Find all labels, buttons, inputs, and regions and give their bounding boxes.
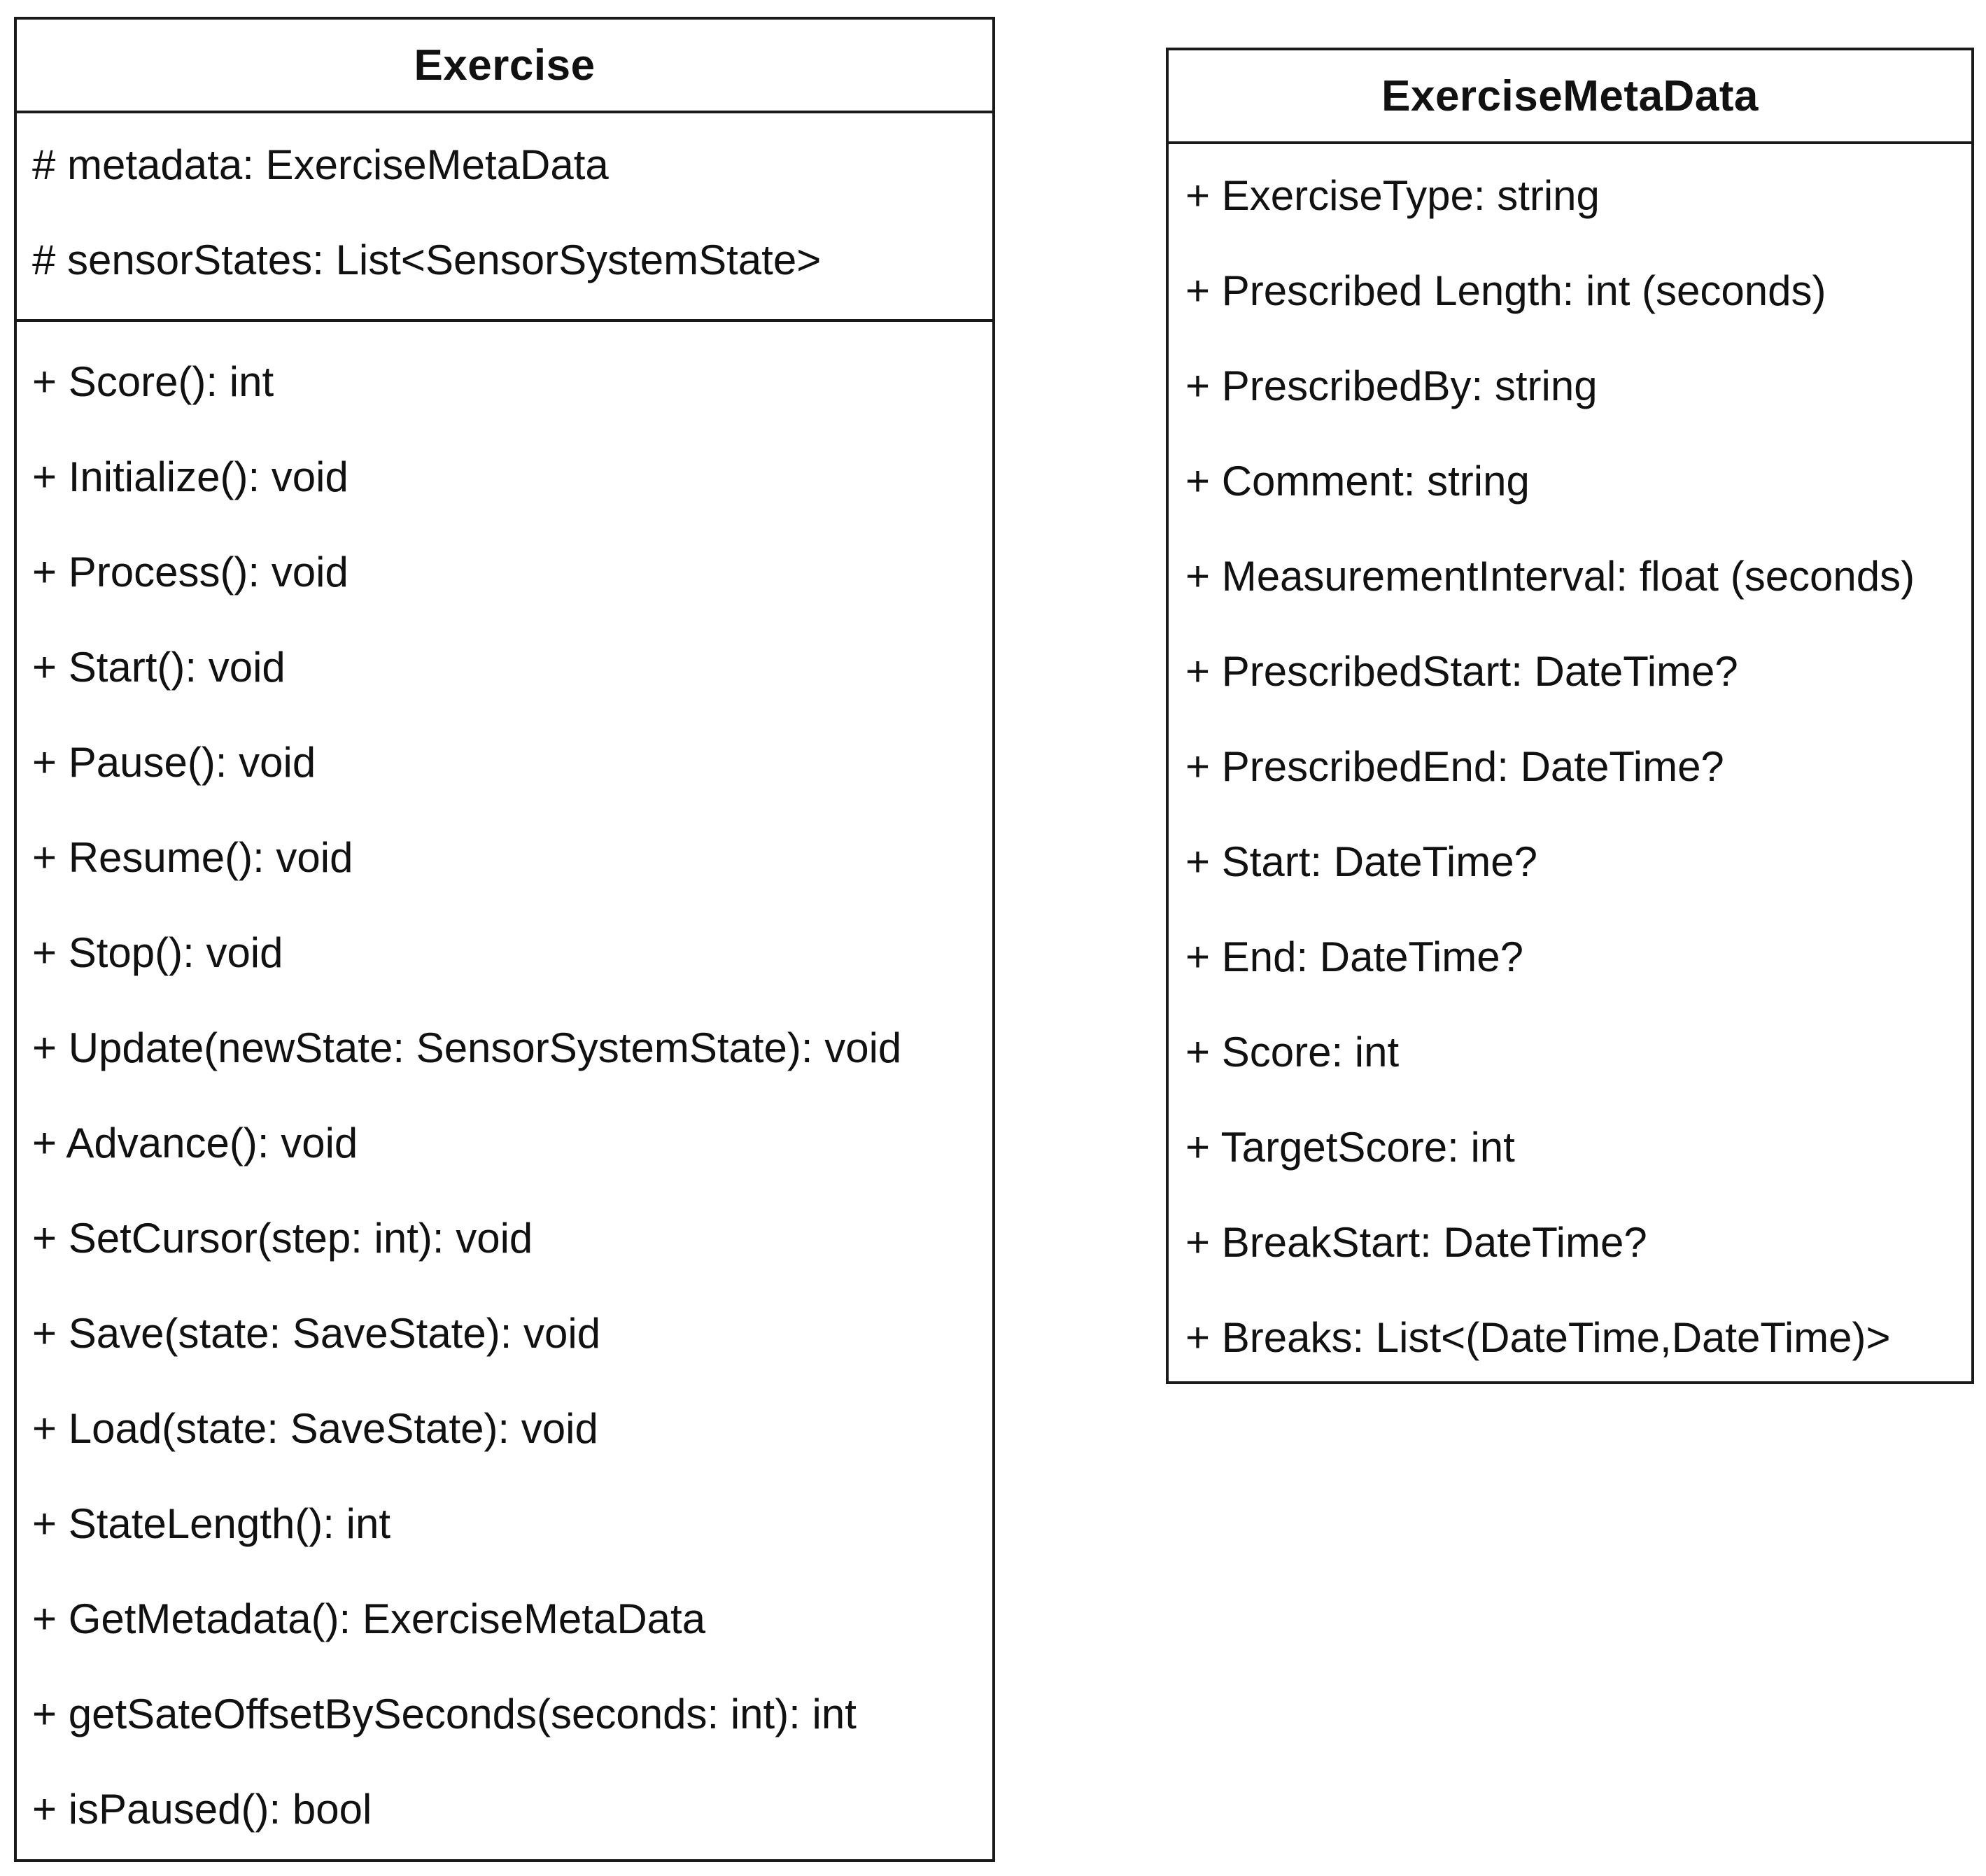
- exercise-operation: + Initialize(): void: [32, 453, 348, 500]
- exercise-operation: + Score(): int: [32, 358, 274, 405]
- exercise-operation: + Pause(): void: [32, 739, 316, 786]
- exercise-operation: + Advance(): void: [32, 1120, 358, 1166]
- exercise-metadata-attribute: + Breaks: List<(DateTime,DateTime)>: [1185, 1314, 1891, 1361]
- exercise-metadata-attribute: + Prescribed Length: int (seconds): [1185, 267, 1826, 314]
- exercise-operation: + Stop(): void: [32, 929, 283, 976]
- exercise-operation: + Update(newState: SensorSystemState): void: [32, 1024, 902, 1071]
- exercise-class-name: Exercise: [17, 20, 992, 113]
- exercise-operation: + isPaused(): bool: [32, 1786, 372, 1833]
- exercise-metadata-attribute: + Comment: string: [1185, 458, 1530, 505]
- exercise-metadata-attribute: + Score: int: [1185, 1029, 1400, 1075]
- exercise-metadata-class-name: ExerciseMetaData: [1169, 50, 1971, 144]
- exercise-metadata-attribute: + PrescribedEnd: DateTime?: [1185, 743, 1724, 790]
- exercise-metadata-attribute: + BreakStart: DateTime?: [1185, 1219, 1647, 1266]
- exercise-metadata-class-box: [1166, 48, 1974, 1384]
- exercise-operation: + getSateOffsetBySeconds(seconds: int): int: [32, 1691, 857, 1737]
- exercise-class-box: [14, 17, 995, 1862]
- exercise-operation: + Load(state: SaveState): void: [32, 1405, 598, 1452]
- exercise-metadata-attribute: + Start: DateTime?: [1185, 838, 1537, 885]
- exercise-attribute: # sensorStates: List<SensorSystemState>: [32, 237, 822, 283]
- exercise-metadata-attributes-section: [1169, 148, 1971, 1385]
- exercise-operation: + StateLength(): int: [32, 1500, 390, 1547]
- exercise-attribute: # metadata: ExerciseMetaData: [32, 141, 609, 188]
- exercise-operation: + GetMetadata(): ExerciseMetaData: [32, 1595, 706, 1642]
- exercise-metadata-attribute: + End: DateTime?: [1185, 933, 1524, 980]
- exercise-metadata-attribute: + PrescribedStart: DateTime?: [1185, 648, 1738, 695]
- exercise-operation: + Resume(): void: [32, 834, 353, 881]
- exercise-metadata-attribute: + TargetScore: int: [1185, 1124, 1515, 1171]
- exercise-metadata-attribute: + ExerciseType: string: [1185, 172, 1600, 219]
- exercise-operation: + Save(state: SaveState): void: [32, 1310, 601, 1357]
- exercise-operation: + Process(): void: [32, 549, 348, 595]
- exercise-metadata-attribute: + MeasurementInterval: float (seconds): [1185, 553, 1915, 600]
- exercise-operation: + SetCursor(step: int): void: [32, 1215, 533, 1262]
- exercise-metadata-attribute: + PrescribedBy: string: [1185, 362, 1598, 409]
- exercise-operation: + Start(): void: [32, 644, 286, 691]
- exercise-attributes-section: [17, 118, 992, 322]
- exercise-operations-section: [17, 334, 992, 1857]
